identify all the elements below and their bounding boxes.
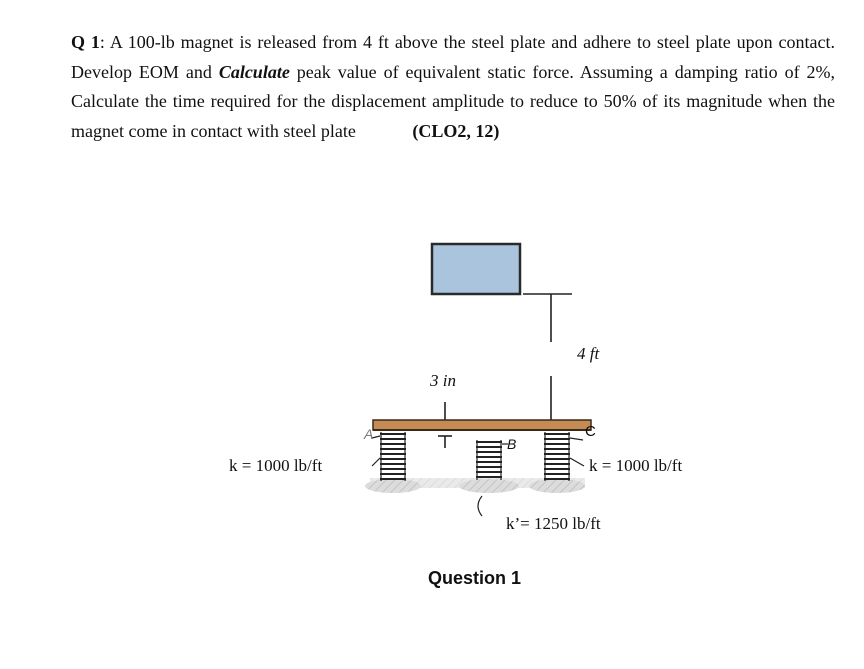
label-point-b: B	[507, 436, 517, 452]
question-body-part1: A 100-lb magnet is released from 4 ft above the steel plate and adhere to steel plate upon contact. Develop EOM and	[71, 32, 835, 82]
steel-plate	[373, 420, 591, 430]
label-point-a: A	[364, 426, 374, 442]
label-point-c: C	[585, 423, 596, 440]
label-k-center: k’= 1250 lb/ft	[506, 514, 601, 533]
label-gap: 3 in	[430, 371, 456, 390]
label-k-right: k = 1000 lb/ft	[589, 456, 683, 475]
clo-reference: (CLO2, 12)	[412, 120, 500, 141]
height-dimension	[523, 294, 572, 420]
magnet-block	[432, 244, 520, 294]
label-height: 4 ft	[577, 344, 600, 363]
question-separator: :	[99, 32, 105, 52]
question-emphasis: Calculate	[218, 61, 290, 82]
spring-c	[544, 432, 570, 481]
question-body-part2: peak value of equivalent static force. Assuming a damping ratio of 2%, Calculate the time required for the displacement amplitude to reduce to 50% of its magnitude when the magnet come in contact with steel plate	[71, 61, 836, 141]
spring-a	[380, 432, 406, 481]
figure-caption: Question 1	[428, 568, 522, 588]
question-number: Q 1	[71, 32, 100, 52]
spring-b	[476, 440, 502, 480]
label-k-left: k = 1000 lb/ft	[229, 456, 323, 475]
ground-base	[365, 478, 585, 493]
